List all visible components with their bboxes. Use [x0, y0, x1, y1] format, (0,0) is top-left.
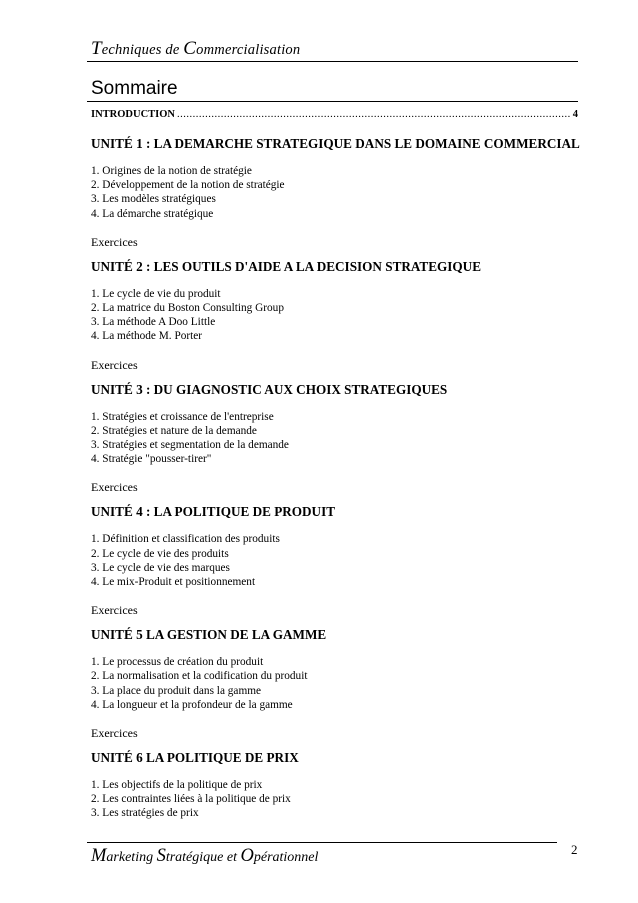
toc-unit-section	[91, 382, 578, 496]
unit-item[interactable]: 4. La démarche stratégique	[91, 207, 214, 220]
running-footer	[91, 846, 318, 867]
unit-item-list	[91, 287, 578, 344]
toc-unit-section	[91, 750, 578, 821]
unit-item-list	[91, 410, 578, 467]
footer-part: Opérationnel	[240, 846, 319, 866]
unit-title[interactable]: UNITÉ 3 : DU GIAGNOSTIC AUX CHOIX STRATEGIQUES	[91, 381, 448, 397]
toc-leader-dots	[177, 109, 571, 120]
header-rule	[87, 61, 578, 62]
unit-exercices[interactable]: Exercices	[91, 480, 138, 495]
unit-item[interactable]: 1. Le processus de création du produit	[91, 656, 264, 669]
footer-rule	[87, 842, 557, 843]
unit-exercices[interactable]: Exercices	[91, 234, 138, 249]
unit-item[interactable]: 2. La matrice du Boston Consulting Group	[91, 302, 284, 315]
page-title: Sommaire	[91, 78, 178, 99]
unit-item[interactable]: 2. La normalisation et la codification du produit	[91, 670, 308, 683]
unit-item-list	[91, 655, 578, 712]
unit-item[interactable]: 2. Les contraintes liées à la politique de prix	[91, 793, 291, 806]
title-rule	[87, 101, 578, 102]
unit-item[interactable]: 3. Le cycle de vie des marques	[91, 561, 230, 574]
toc-unit-section	[91, 504, 578, 618]
unit-item[interactable]: 4. La longueur et la profondeur de la gamme	[91, 698, 293, 711]
unit-title[interactable]: UNITÉ 5 LA GESTION DE LA GAMME	[91, 627, 327, 643]
unit-title[interactable]: UNITÉ 1 : LA DEMARCHE STRATEGIQUE DANS LE DOMAINE COMMERCIAL	[91, 136, 580, 151]
unit-exercices[interactable]: Exercices	[91, 726, 138, 741]
unit-item-list	[91, 778, 578, 821]
unit-item[interactable]: 3. La méthode A Doo Little	[91, 316, 216, 329]
toc-introduction-entry[interactable]	[91, 109, 578, 120]
unit-exercices[interactable]: Exercices	[91, 357, 138, 372]
unit-item-list	[91, 532, 578, 589]
header-part: Techniques de	[91, 38, 184, 59]
unit-item[interactable]: 1. Le cycle de vie du produit	[91, 287, 221, 300]
page-number: 2	[571, 842, 578, 857]
unit-item[interactable]: 2. Stratégies et nature de la demande	[91, 424, 257, 437]
unit-item-list	[91, 164, 578, 221]
footer-part: Stratégique et	[156, 846, 241, 866]
unit-item[interactable]: 1. Définition et classification des produits	[91, 533, 280, 546]
unit-item[interactable]: 1. Stratégies et croissance de l'entreprise	[91, 410, 274, 423]
unit-item[interactable]: 4. Le mix-Produit et positionnement	[91, 576, 256, 589]
unit-item[interactable]: 3. La place du produit dans la gamme	[91, 684, 262, 697]
toc-unit-section	[91, 136, 578, 250]
unit-item[interactable]: 1. Les objectifs de la politique de prix	[91, 779, 263, 792]
unit-item[interactable]: 4. La méthode M. Porter	[91, 330, 203, 343]
toc-introduction-page: 4	[572, 109, 578, 120]
unit-item[interactable]: 4. Stratégie "pousser-tirer"	[91, 453, 212, 466]
unit-item[interactable]: 1. Origines de la notion de stratégie	[91, 165, 252, 177]
unit-item[interactable]: 3. Les stratégies de prix	[91, 807, 199, 820]
toc-introduction-label: INTRODUCTION	[91, 109, 176, 120]
header-part: Commercialisation	[183, 38, 301, 59]
unit-item[interactable]: 2. Développement de la notion de stratégie	[91, 179, 285, 192]
running-header	[91, 38, 300, 60]
unit-title[interactable]: UNITÉ 6 LA POLITIQUE DE PRIX	[91, 750, 299, 766]
toc-unit-section	[91, 259, 578, 373]
toc-unit-section	[91, 627, 578, 741]
footer-part: Marketing	[91, 846, 157, 866]
unit-item[interactable]: 3. Stratégies et segmentation de la demande	[91, 439, 289, 452]
unit-title[interactable]: UNITÉ 2 : LES OUTILS D'AIDE A LA DECISION STRATEGIQUE	[91, 258, 481, 274]
unit-exercices[interactable]: Exercices	[91, 603, 138, 618]
unit-title[interactable]: UNITÉ 4 : LA POLITIQUE DE PRODUIT	[91, 504, 336, 520]
toc-units	[91, 127, 578, 821]
unit-item[interactable]: 3. Les modèles stratégiques	[91, 193, 216, 206]
unit-item[interactable]: 2. Le cycle de vie des produits	[91, 547, 229, 560]
